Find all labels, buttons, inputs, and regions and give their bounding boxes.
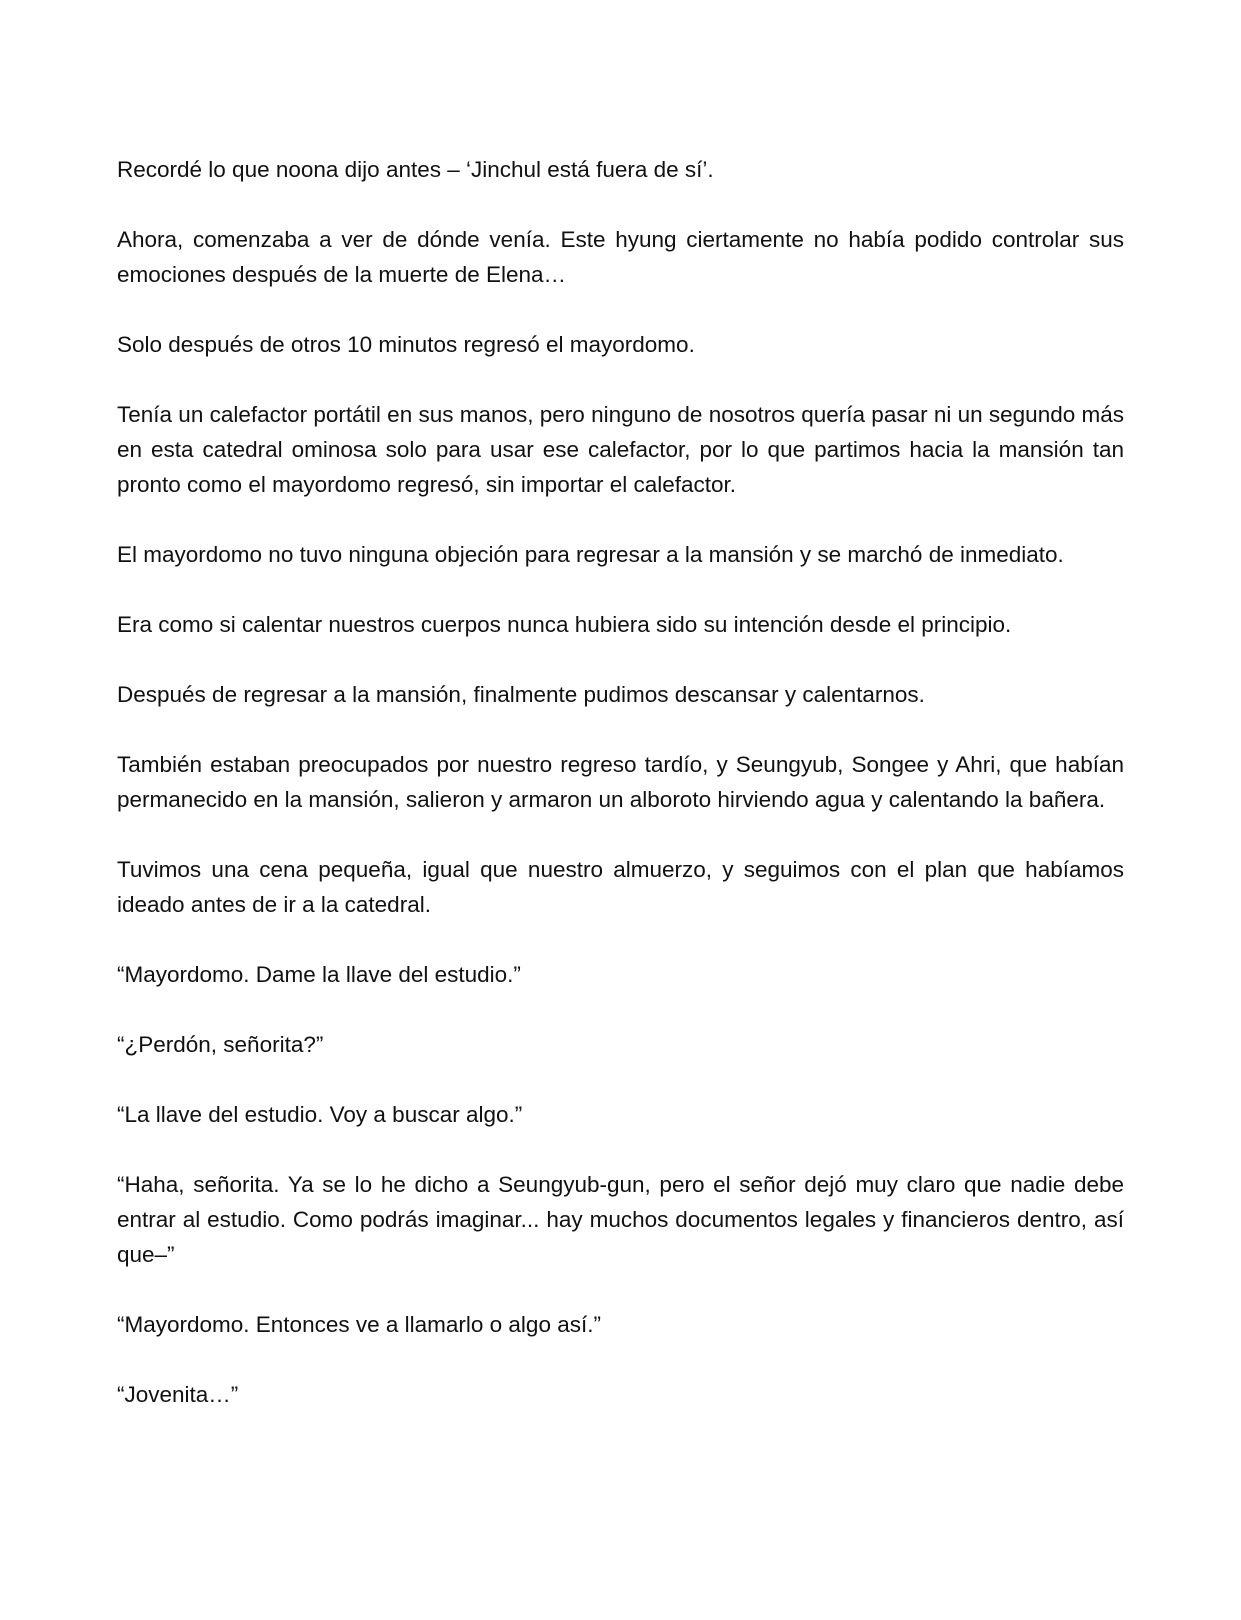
paragraph-12: “La llave del estudio. Voy a buscar algo.” bbox=[117, 1102, 523, 1127]
paragraph-8: También estaban preocupados por nuestro regreso tardío, y Seungyub, Songee y Ahri, que habían permanecido en la mansión, salieron y armaron un alboroto hirviendo agua y calentando la bañera. bbox=[117, 752, 1124, 812]
document-body bbox=[117, 152, 1124, 1447]
paragraph-7: Después de regresar a la mansión, finalmente pudimos descansar y calentarnos. bbox=[117, 682, 925, 707]
paragraph-13: “Haha, señorita. Ya se lo he dicho a Seungyub-gun, pero el señor dejó muy claro que nadie debe entrar al estudio. Como podrás imaginar... hay muchos documentos legales y financieros dentro, así que–” bbox=[117, 1172, 1124, 1267]
paragraph-9: Tuvimos una cena pequeña, igual que nuestro almuerzo, y seguimos con el plan que habíamos ideado antes de ir a la catedral. bbox=[117, 857, 1124, 917]
paragraph-2: Ahora, comenzaba a ver de dónde venía. Este hyung ciertamente no había podido controlar sus emociones después de la muerte de Elena… bbox=[117, 227, 1124, 287]
paragraph-1: Recordé lo que noona dijo antes – ‘Jinchul está fuera de sí’. bbox=[117, 157, 714, 182]
paragraph-14: “Mayordomo. Entonces ve a llamarlo o algo así.” bbox=[117, 1312, 601, 1337]
paragraph-6: Era como si calentar nuestros cuerpos nunca hubiera sido su intención desde el principio. bbox=[117, 612, 1012, 637]
paragraph-5: El mayordomo no tuvo ninguna objeción para regresar a la mansión y se marchó de inmediato. bbox=[117, 542, 1064, 567]
paragraph-4: Tenía un calefactor portátil en sus manos, pero ninguno de nosotros quería pasar ni un segundo más en esta catedral ominosa solo para usar ese calefactor, por lo que partimos hacia la mansión tan pronto como el mayordomo regresó, sin importar el calefactor. bbox=[117, 402, 1124, 497]
paragraph-3: Solo después de otros 10 minutos regresó el mayordomo. bbox=[117, 332, 695, 357]
paragraph-11: “¿Perdón, señorita?” bbox=[117, 1032, 324, 1057]
paragraph-10: “Mayordomo. Dame la llave del estudio.” bbox=[117, 962, 521, 987]
paragraph-15: “Jovenita…” bbox=[117, 1382, 239, 1407]
